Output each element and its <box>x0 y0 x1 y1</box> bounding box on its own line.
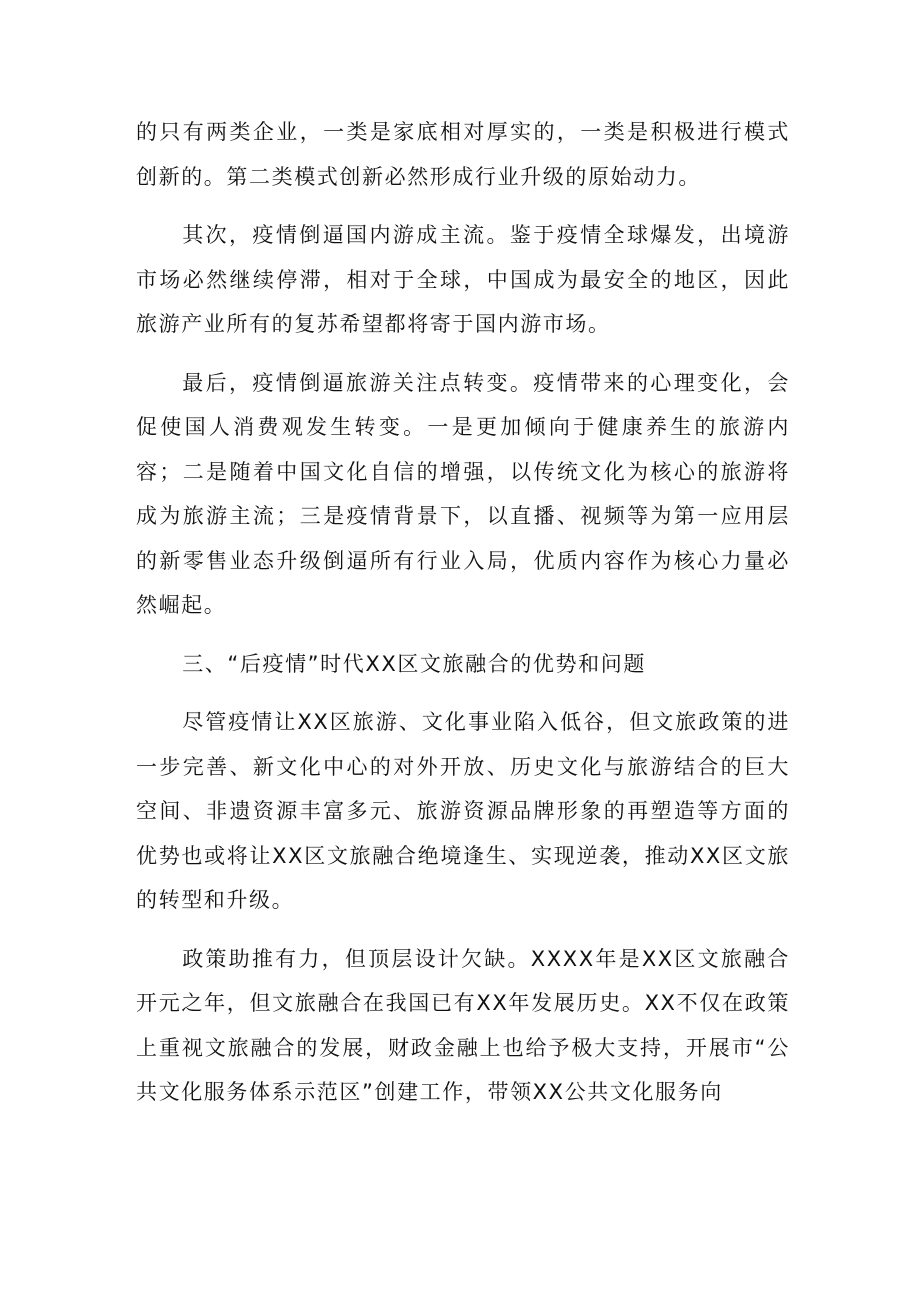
paragraph-advantages: 尽管疫情让XX区旅游、文化事业陷入低谷，但文旅政策的进一步完善、新文化中心的对外开放、历史文化与旅游结合的巨大空间、非遗资源丰富多元、旅游资源品牌形象的再塑造等方面的优势也或将让XX区文旅融合绝境逢生、实现逆袭，推动XX区文旅的转型和升级。 <box>136 710 790 912</box>
paragraph-continuation: 的只有两类企业，一类是家底相对厚实的，一类是积极进行模式创新的。第二类模式创新必然形成行业升级的原始动力。 <box>136 120 790 189</box>
document-body <box>136 110 790 1115</box>
paragraph-policy: 政策助推有力，但顶层设计欠缺。XXXX年是XX区文旅融合开元之年，但文旅融合在我国已有XX年发展历史。XX不仅在政策上重视文旅融合的发展，财政金融上也给予极大支持，开展市“公共文化服务体系示范区”创建工作，带领XX公共文化服务向 <box>136 946 790 1104</box>
section-heading: 三、“后疫情”时代XX区文旅融合的优势和问题 <box>182 651 646 676</box>
paragraph-domestic-tourism: 其次，疫情倒逼国内游成主流。鉴于疫情全球爆发，出境游市场必然继续停滞，相对于全球，中国成为最安全的地区，因此旅游产业所有的复苏希望都将寄于国内游市场。 <box>136 223 790 336</box>
paragraph-focus-shift: 最后，疫情倒逼旅游关注点转变。疫情带来的心理变化，会促使国人消费观发生转变。一是更加倾向于健康养生的旅游内容；二是随着中国文化自信的增强，以传统文化为核心的旅游将成为旅游主流；三是疫情背景下，以直播、视频等为第一应用层的新零售业态升级倒逼所有行业入局，优质内容作为核心力量必然崛起。 <box>136 370 790 617</box>
